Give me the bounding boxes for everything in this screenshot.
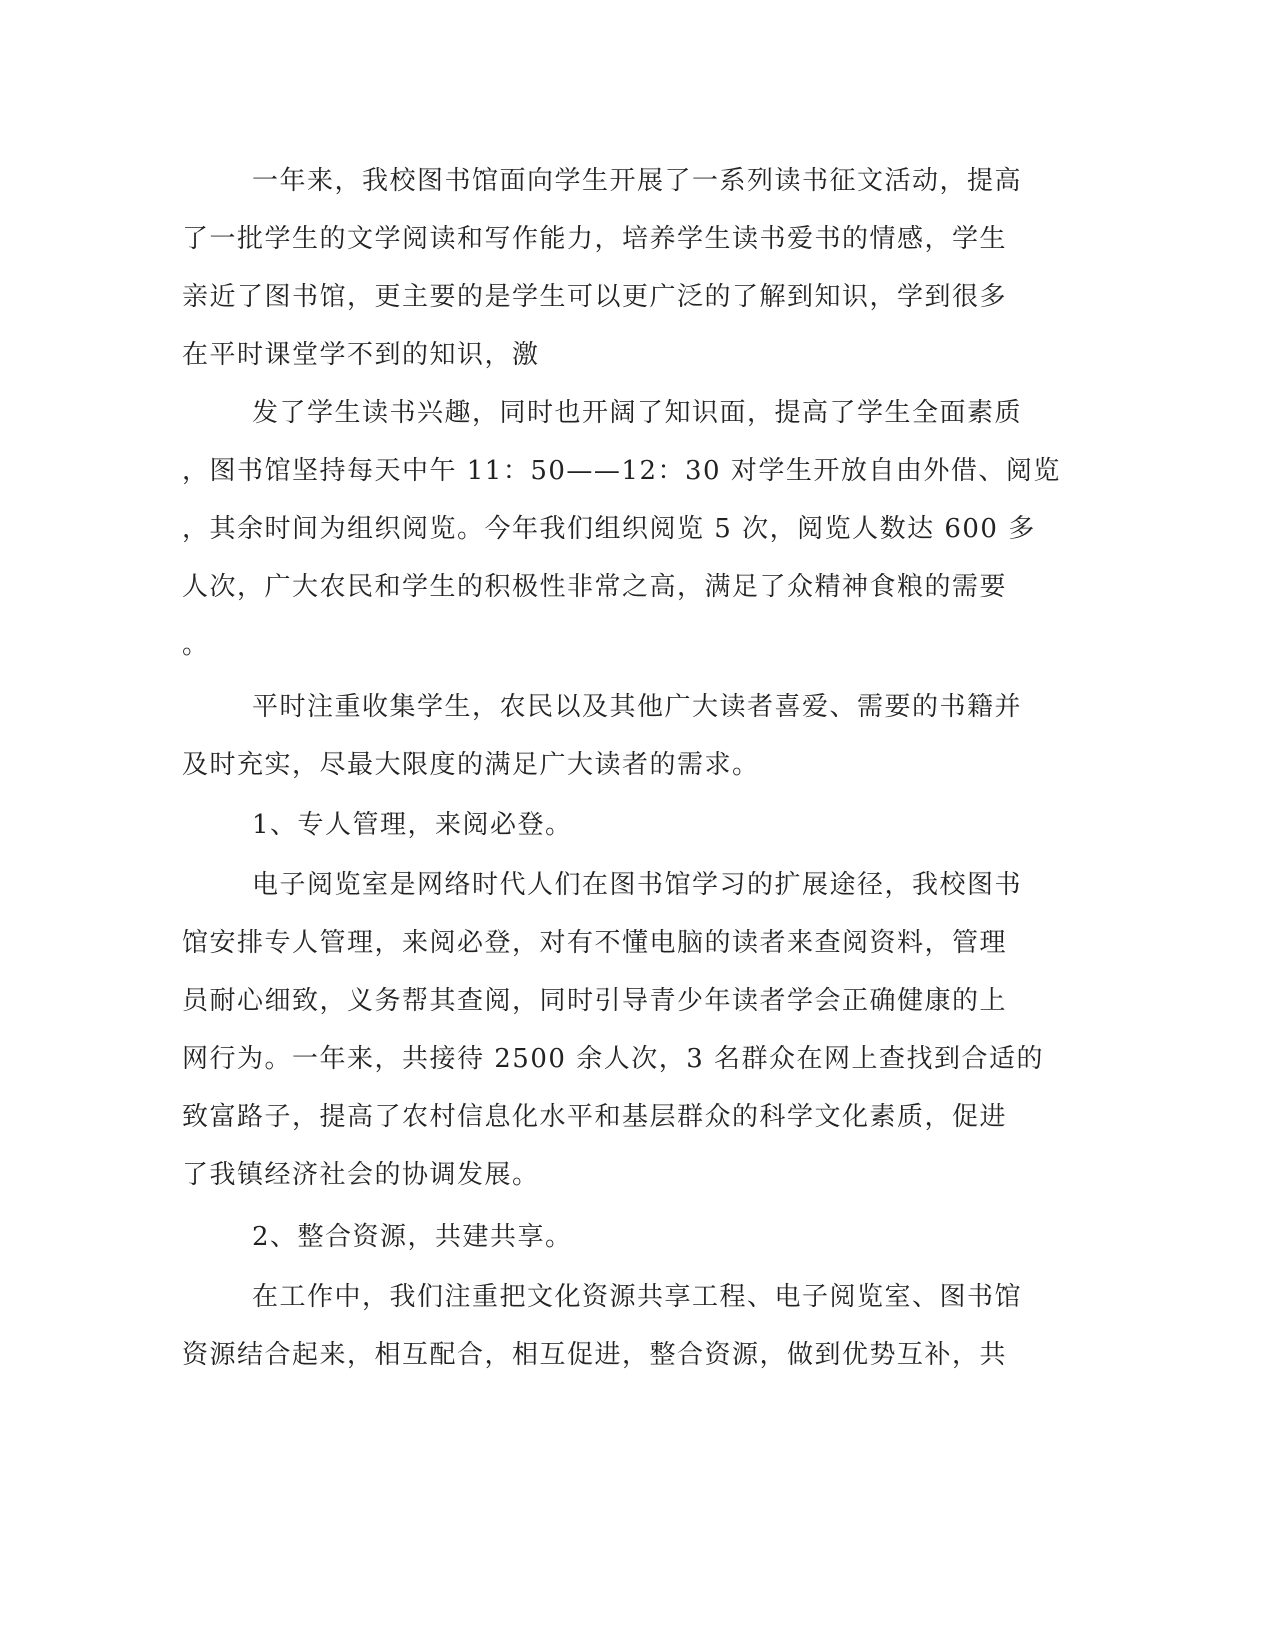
paragraph-1-line-4: 在平时课堂学不到的知识，激: [182, 340, 540, 370]
paragraph-4-line-6: 了我镇经济社会的协调发展。: [182, 1160, 540, 1190]
paragraph-3-line-2: 及时充实，尽最大限度的满足广大读者的需求。: [182, 750, 760, 780]
paragraph-5-line-1: 在工作中，我们注重把文化资源共享工程、电子阅览室、图书馆: [252, 1282, 1023, 1312]
paragraph-4-line-1: 电子阅览室是网络时代人们在图书馆学习的扩展途径，我校图书: [252, 870, 1023, 900]
paragraph-4-line-4: 网行为。一年来，共接待 2500 余人次，3 名群众在网上查找到合适的: [182, 1044, 1045, 1074]
section-heading-2: 2、整合资源，共建共享。: [252, 1222, 573, 1252]
paragraph-2-line-3: ，其余时间为组织阅览。今年我们组织阅览 5 次，阅览人数达 600 多: [182, 514, 1036, 544]
paragraph-2-line-5: 。: [182, 630, 210, 660]
paragraph-2-line-1: 发了学生读书兴趣，同时也开阔了知识面，提高了学生全面素质: [252, 398, 1023, 428]
paragraph-1-line-3: 亲近了图书馆，更主要的是学生可以更广泛的了解到知识，学到很多: [182, 282, 1008, 312]
paragraph-2-line-2: ，图书馆坚持每天中午 11：50——12：30 对学生开放自由外借、阅览: [182, 456, 1061, 486]
section-heading-1: 1、专人管理，来阅必登。: [252, 810, 573, 840]
paragraph-1-line-1: 一年来，我校图书馆面向学生开展了一系列读书征文活动，提高: [252, 166, 1023, 196]
paragraph-1-line-2: 了一批学生的文学阅读和写作能力，培养学生读书爱书的情感，学生: [182, 224, 1008, 254]
paragraph-5-line-2: 资源结合起来，相互配合，相互促进，整合资源，做到优势互补，共: [182, 1340, 1008, 1370]
paragraph-4-line-5: 致富路子，提高了农村信息化水平和基层群众的科学文化素质，促进: [182, 1102, 1008, 1132]
paragraph-3-line-1: 平时注重收集学生，农民以及其他广大读者喜爱、需要的书籍并: [252, 692, 1023, 722]
paragraph-4-line-3: 员耐心细致，义务帮其查阅，同时引导青少年读者学会正确健康的上: [182, 986, 1008, 1016]
paragraph-4-line-2: 馆安排专人管理，来阅必登，对有不懂电脑的读者来查阅资料，管理: [182, 928, 1008, 958]
paragraph-2-line-4: 人次，广大农民和学生的积极性非常之高，满足了众精神食粮的需要: [182, 572, 1008, 602]
